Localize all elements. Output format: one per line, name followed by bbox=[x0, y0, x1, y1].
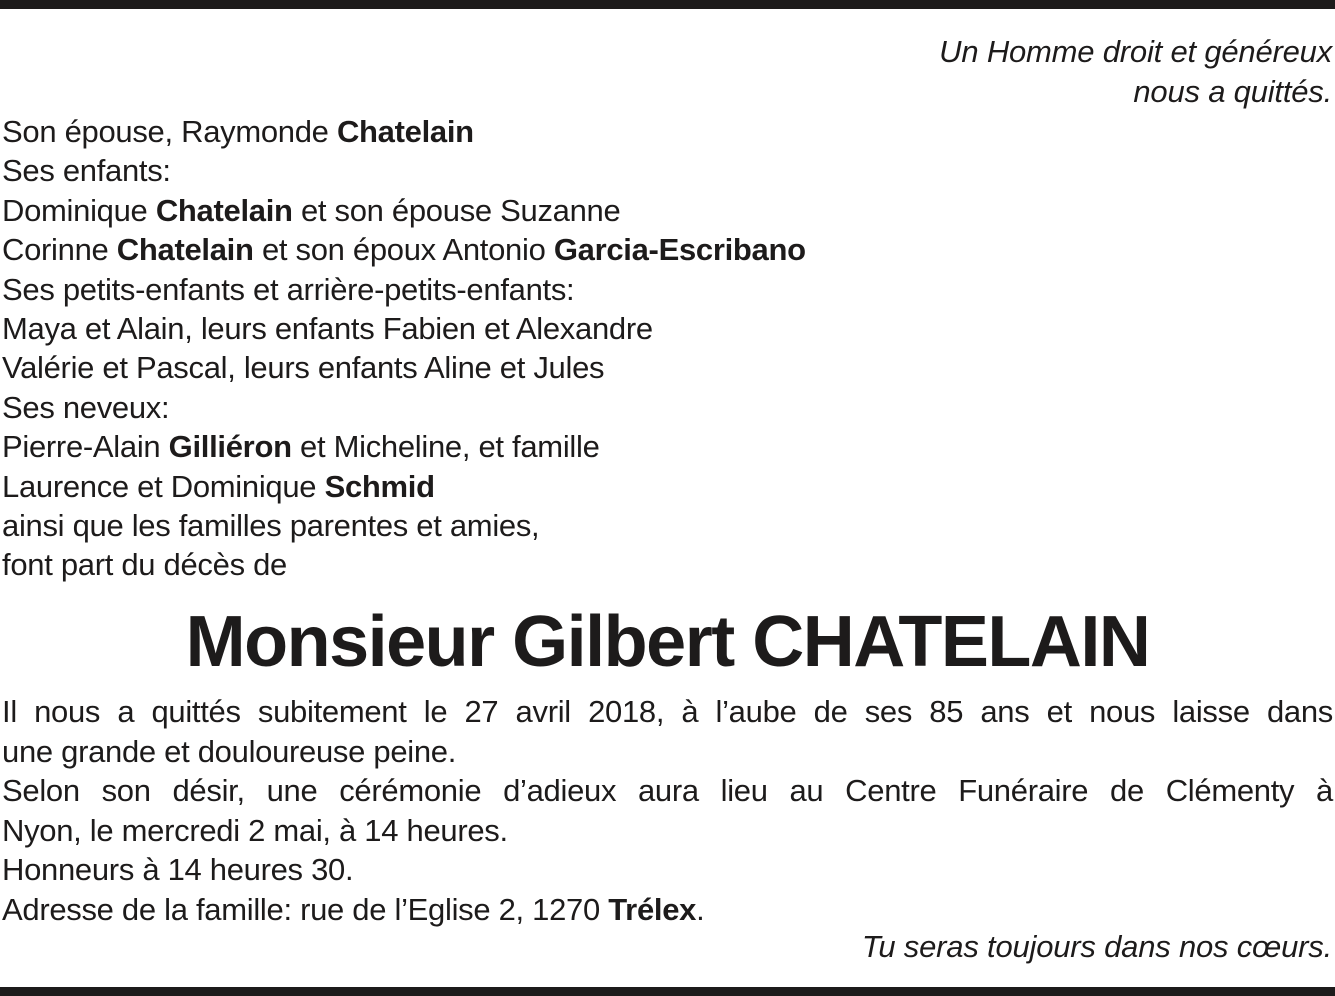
epigraph-line-1: Un Homme droit et généreux bbox=[939, 34, 1332, 69]
grandchildren-heading: Ses petits-enfants et arrière-petits-enfants: bbox=[2, 271, 575, 307]
grandchildren-line-1: Maya et Alain, leurs enfants Fabien et Alexandre bbox=[2, 311, 653, 347]
child2-surname2: Garcia-Escribano bbox=[553, 232, 806, 268]
deceased-name: Monsieur Gilbert CHATELAIN bbox=[185, 602, 1150, 682]
address-town: Trélex bbox=[608, 891, 697, 927]
child1-first: Dominique bbox=[2, 192, 156, 228]
spouse-prefix: Son épouse, Raymonde bbox=[2, 114, 337, 149]
ceremony-line-1: Selon son désir, une cérémonie d’adieux aura lieu au Centre Funéraire de Clémenty à bbox=[2, 773, 1333, 809]
child2-middle: et son époux Antonio bbox=[253, 232, 554, 268]
ceremony-line-2: Nyon, le mercredi 2 mai, à 14 heures. bbox=[2, 812, 508, 848]
bottom-rule bbox=[0, 987, 1335, 996]
nephews-heading: Ses neveux: bbox=[2, 389, 170, 425]
announce-line: font part du décès de bbox=[2, 547, 287, 583]
child1-rest: et son épouse Suzanne bbox=[292, 192, 621, 228]
closing-line: Tu seras toujours dans nos cœurs. bbox=[861, 929, 1332, 964]
honours-line: Honneurs à 14 heures 30. bbox=[2, 852, 354, 888]
nephew-line-1 bbox=[2, 427, 806, 466]
death-line-1: Il nous a quittés subitement le 27 avril 2018, à l’aube de ses 85 ans et nous laisse dans bbox=[2, 694, 1333, 729]
address-line bbox=[2, 890, 1333, 930]
nephew1-surname: Gilliéron bbox=[168, 429, 292, 465]
nephew-line-2 bbox=[2, 467, 806, 506]
paragraph-death bbox=[2, 692, 1333, 771]
nephew1-first: Pierre-Alain bbox=[2, 429, 169, 465]
notice-body bbox=[2, 692, 1333, 930]
spouse-line bbox=[2, 112, 806, 151]
child-line-2 bbox=[2, 230, 806, 269]
nephew2-first: Laurence et Dominique bbox=[2, 468, 325, 504]
death-line-2: une grande et douloureuse peine. bbox=[2, 733, 457, 769]
child2-first: Corinne bbox=[2, 232, 117, 268]
paragraph-ceremony bbox=[2, 771, 1333, 850]
nephew2-surname: Schmid bbox=[324, 468, 435, 504]
address-suffix: . bbox=[696, 891, 705, 927]
child1-surname: Chatelain bbox=[155, 192, 293, 228]
nephew1-rest: et Micheline, et famille bbox=[291, 429, 600, 465]
child2-surname: Chatelain bbox=[116, 232, 254, 268]
child-line-1 bbox=[2, 191, 806, 230]
epigraph bbox=[939, 32, 1332, 112]
families-line: ainsi que les familles parentes et amies, bbox=[2, 508, 540, 544]
family-list bbox=[2, 112, 806, 585]
spouse-surname: Chatelain bbox=[336, 114, 474, 149]
grandchildren-line-2: Valérie et Pascal, leurs enfants Aline et Jules bbox=[2, 350, 605, 386]
top-rule bbox=[0, 0, 1335, 9]
children-heading: Ses enfants: bbox=[2, 153, 171, 189]
address-prefix: Adresse de la famille: rue de l’Eglise 2, 1270 bbox=[2, 891, 609, 927]
epigraph-line-2: nous a quittés. bbox=[1133, 74, 1332, 109]
